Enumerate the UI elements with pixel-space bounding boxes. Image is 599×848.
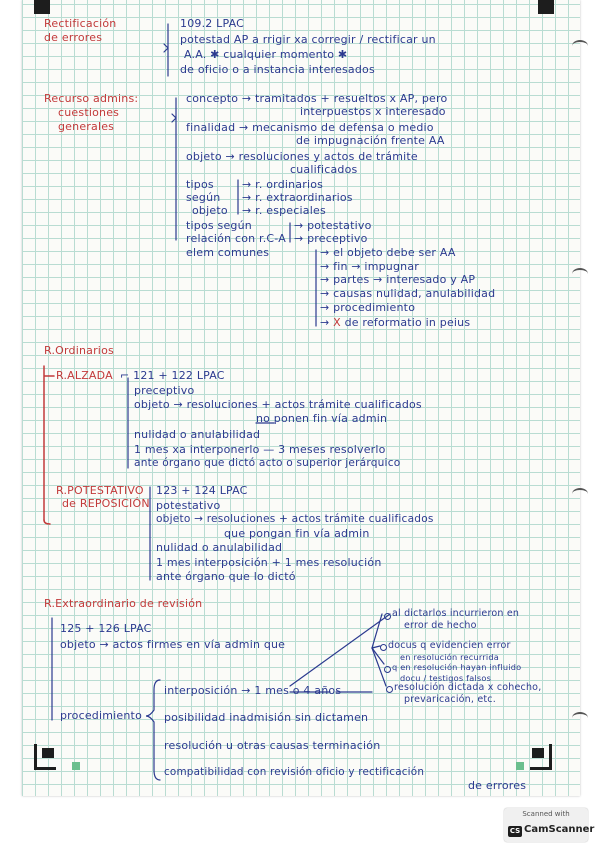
potestativo-line: 1 mes interposición + 1 mes resolución <box>156 556 382 569</box>
extraordinario-line: 125 + 126 LPAC <box>60 622 152 635</box>
alzada-title: R.ALZADA <box>56 369 113 382</box>
camscanner-text: CamScanner <box>524 824 595 835</box>
alzada-line: ⌐ 121 + 122 LPAC <box>120 369 225 382</box>
tipos-label-1: tipos <box>186 178 214 191</box>
procedimiento-line: de errores <box>468 779 527 792</box>
concepto-line-1: concepto → tramitados + resueltos x AP, pero <box>186 92 448 105</box>
potestativo-line: nulidad o anulabilidad <box>156 541 283 554</box>
recursos-subtitle-line-2: generales <box>58 120 115 133</box>
segun-item: → preceptivo <box>294 232 368 245</box>
rectificacion-line: potestad AP a rrigir xa corregir / rectificar un <box>180 33 436 46</box>
corner-dot <box>516 762 524 770</box>
finalidad-line-1: finalidad → mecanismo de defensa o medio <box>186 121 434 134</box>
extraordinario-title: R.Extraordinario de revisión <box>44 597 203 610</box>
ordinarios-title: R.Ordinarios <box>44 344 114 357</box>
objeto-line-1: objeto → resoluciones y actos de trámite <box>186 150 418 163</box>
elem-item: → fin → impugnar <box>320 260 419 273</box>
corner-dot <box>72 762 80 770</box>
objeto-line-2: cualificados <box>290 163 358 176</box>
tipos-label-3: objeto <box>192 204 228 217</box>
elem-item: → procedimiento <box>320 301 416 314</box>
potestativo-title-line-2: de REPOSICIÓN <box>62 497 150 510</box>
procedimiento-label: procedimiento <box>60 709 143 722</box>
potestativo-line: objeto → resoluciones + actos trámite cualificados <box>156 513 434 525</box>
rectificacion-line: de oficio o a instancia interesados <box>180 63 375 76</box>
recursos-subtitle-line-1: cuestiones <box>58 106 120 119</box>
extraordinario-line: objeto → actos firmes en vía admin que <box>60 638 286 651</box>
segun-item: → potestativo <box>294 219 372 232</box>
cause-line: prevaricación, etc. <box>404 694 496 705</box>
potestativo-line: potestativo <box>156 499 221 512</box>
elem-comunes-label: elem comunes <box>186 246 270 259</box>
elem-item: → partes → interesado y AP <box>320 273 476 286</box>
alzada-line: objeto → resoluciones + actos trámite cualificados <box>134 398 422 411</box>
tipos-item: → r. extraordinarios <box>242 191 353 204</box>
alzada-line: no ponen fin vía admin <box>256 412 388 425</box>
elem-item: → X de reformatio in peius <box>320 316 471 329</box>
recursos-title: Recurso admins: <box>44 92 139 105</box>
potestativo-line: ante órgano que lo dictó <box>156 570 296 583</box>
alzada-line: preceptivo <box>134 384 195 397</box>
segun-label-2: relación con r.C-A <box>186 232 286 245</box>
tipos-item: → r. especiales <box>242 204 326 217</box>
potestativo-line: 123 + 124 LPAC <box>156 484 248 497</box>
cause-bullet <box>384 666 391 673</box>
cause-bullet <box>380 644 387 651</box>
tipos-label-2: según <box>186 191 221 204</box>
tipos-item: → r. ordinarios <box>242 178 324 191</box>
rectificacion-title-line-2: de errores <box>44 31 103 44</box>
cause-line: q en resolución hayan influido <box>392 662 522 672</box>
rectificacion-title-line-1: Rectificación <box>44 17 117 30</box>
camscanner-badge <box>504 808 595 842</box>
concepto-line-2: interpuestos x interesado <box>300 105 446 118</box>
elem-item: → causas nulidad, anulabilidad <box>320 287 496 300</box>
cross-mark: X <box>333 316 341 329</box>
cause-bullet <box>386 686 393 693</box>
procedimiento-line: interposición → 1 mes o 4 años <box>164 684 342 697</box>
camscanner-logo-icon: CS <box>509 827 521 835</box>
rectificacion-line: A.A. ✱ cualquier momento ✱ <box>184 48 348 61</box>
procedimiento-line: resolución u otras causas terminación <box>164 739 381 752</box>
procedimiento-line: posibilidad inadmisión sin dictamen <box>164 711 369 724</box>
cause-line: error de hecho <box>404 620 477 631</box>
cause-line: docu / testigos falsos <box>400 673 492 683</box>
elem-item: → el objeto debe ser AA <box>320 246 456 259</box>
cause-line: al dictarlos incurrieron en <box>392 608 520 619</box>
cause-line: en resolución recurrida <box>400 652 499 662</box>
cause-line: resolución dictada x cohecho, <box>394 682 542 693</box>
alzada-line: nulidad o anulabilidad <box>134 428 261 441</box>
cause-line: docus q evidencien error <box>388 640 511 651</box>
cause-bullet <box>384 613 391 620</box>
procedimiento-line: compatibilidad con revisión oficio y rectificación <box>164 766 425 778</box>
rectificacion-line: 109.2 LPAC <box>180 17 245 30</box>
scanned-with-text: Scanned with <box>522 810 570 818</box>
finalidad-line-2: de impugnación frente AA <box>296 134 445 147</box>
potestativo-title-line-1: R.POTESTATIVO <box>56 484 144 497</box>
segun-label-1: tipos según <box>186 219 252 232</box>
alzada-line: ante órgano que dictó acto o superior jerárquico <box>134 457 401 469</box>
alzada-line: 1 mes xa interponerlo — 3 meses resolverlo <box>134 443 386 456</box>
potestativo-line: que pongan fin vía admin <box>224 527 370 540</box>
